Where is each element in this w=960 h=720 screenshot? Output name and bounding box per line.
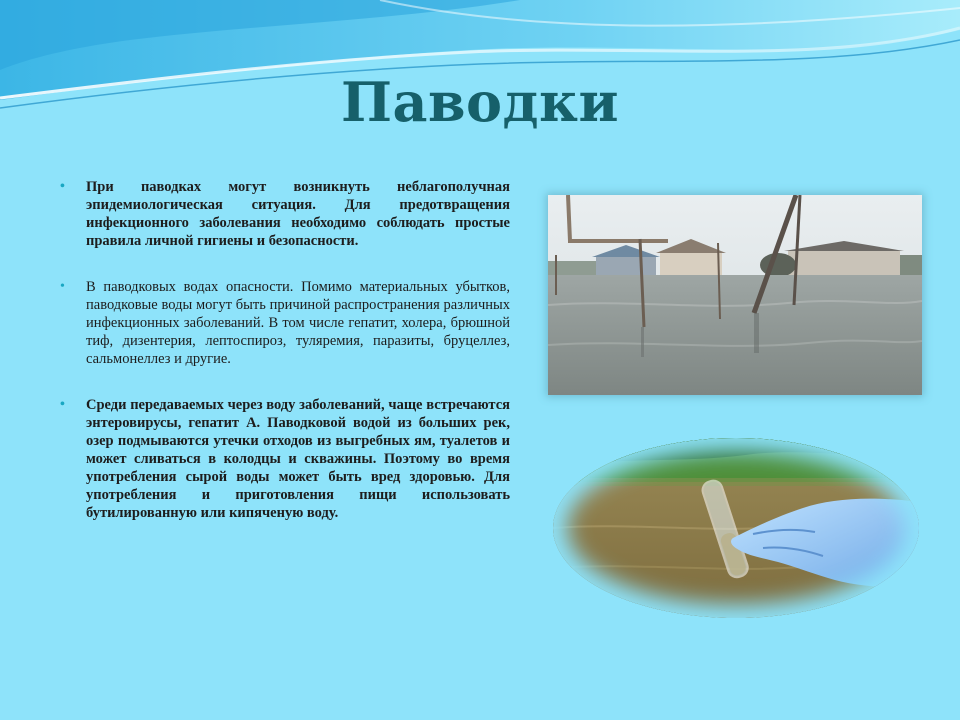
bullet-item (60, 278, 510, 368)
flooded-village-photo (548, 195, 922, 395)
bullet-text: При паводках могут возникнуть неблагополучная эпидемиологическая ситуация. Для предотвращения инфекционного заболевания необходимо соблюдать простые правила личной гигиены и безопасности. (86, 179, 510, 249)
slide-title: Паводки (340, 70, 620, 134)
photo-fade-edge (553, 438, 919, 618)
bullet-list (60, 178, 510, 550)
bullet-text: В паводковых водах опасности. Помимо материальных убытков, паводковые воды могут быть причиной распространения различных инфекционных заболеваний. В том числе гепатит, холера, брюшной тиф, дизентерия, лептоспироз, туляремия, паразиты, бруцеллез, сальмонеллез и другие. (86, 279, 510, 367)
water-sample-test-tube-photo (553, 438, 919, 618)
bullet-item (60, 178, 510, 250)
bullet-text: Среди передаваемых через воду заболеваний, чаще встречаются энтеровирусы, гепатит А. Паводковой водой из больших рек, озер подмываются утечки отходов из выгребных ям, туалетов и может сливаться в колодцы и скважины. Поэтому во время употребления сырой воды может быть вред здоровью. Для употребления и приготовления пищи использовать бутилированную или кипяченую воду. (86, 397, 510, 521)
bullet-dot-icon: • (60, 279, 65, 294)
bullet-item (60, 396, 510, 522)
bullet-dot-icon: • (60, 179, 65, 194)
bullet-dot-icon: • (60, 397, 65, 412)
